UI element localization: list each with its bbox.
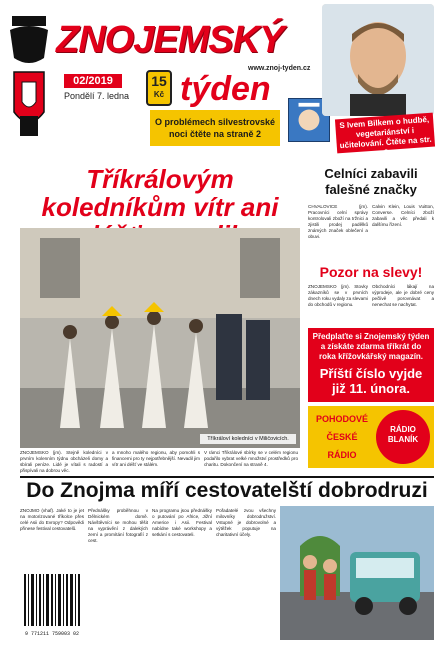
- price-badge: [146, 70, 172, 106]
- second-headline[interactable]: Do Znojma míří cestovatelští dobrodruzi: [26, 479, 428, 502]
- main-story-col1: ZNOJEMSKO (jm). Stejně koledníci v prvním kolenním týdnu obcházeli domy a sbírali peníze. Lidé je vítali s radostí a přispívali na dobrou věc.: [20, 450, 108, 473]
- znojmo-coat-of-arms-icon: [4, 12, 54, 144]
- radio-logo-line1: RÁDIO: [390, 425, 416, 434]
- website-url[interactable]: www.znoj-tyden.cz: [248, 65, 311, 72]
- radio-slogan: [312, 410, 372, 464]
- issue-date: Pondělí 7. ledna: [64, 91, 130, 101]
- second-story-col3: Na programu jsou přednášky o putování po Africe, Jižní Americe i Asii. Festival nabídne také workshopy a setkání s cestovateli.: [152, 508, 212, 537]
- issue-number: 02/2019: [64, 74, 122, 88]
- second-story-col4: Pořadatelé zvou všechny milovníky dobrodružství. Vstupné je dobrovolné a výtěžek poputuje na charitativní účely.: [216, 508, 276, 537]
- photo-caption: Tříkráloví koledníci v Miličovicích.: [200, 434, 296, 444]
- main-story-col3: V rámci Tříkrálové sbírky se v celém regionu podařilo vybrat velké množství prostředků pro charitu. Dokončení na straně 4.: [204, 450, 298, 467]
- celnici-col1: CHVALOVICE (jm). Pracovníci celní správy kontrolovali zboží na tržnici a zjistili prodej padělků známých značek oblečení a obuvi.: [308, 204, 368, 239]
- second-story-col1: ZNOJMO (vhaf). Jaké to je jet na motorizované tříkolce přes celé Asii do Evropy? Odpovědi přinese festival cestovatelů.: [20, 508, 84, 531]
- slevy-col1: ZNOJEMSKO (jm). Stovky zákazníků se v prvních dnech roku vydaly za slevami do obchodů v regionu.: [308, 284, 368, 307]
- second-story-col2: Přednášky proběhnou v Dělnickém domě. Návštěvníci se mohou těšit na vyprávění z dalekých zemí a promítání fotografií z cest.: [88, 508, 148, 543]
- masthead-subtitle: týden: [180, 70, 271, 108]
- masthead-title: ZNOJEMSKÝ: [56, 19, 284, 61]
- slevy-headline[interactable]: Pozor na slevy!: [319, 264, 423, 280]
- radio-logo-line2: BLANÍK: [387, 435, 419, 444]
- radio-slogan-line3: RÁDIO: [327, 450, 357, 460]
- slevy-col2: Obchodníci lákají na výprodeje, ale je dobré ceny pečlivě porovnávat a nenechat se nachytat.: [372, 284, 434, 307]
- radio-slogan-line2: ČESKÉ: [326, 432, 358, 442]
- silvester-promo[interactable]: O problémech silvestrovské noci čtěte na straně 2: [150, 110, 280, 146]
- price-currency: Kč: [153, 90, 165, 99]
- main-story-col2: a mnoho malého regionu, aby pomohli s financemi pro ty nejpotřebnější. Nevadil jim vítr ani déšť ve stálém.: [112, 450, 200, 467]
- ivo-bilek-portrait-icon: [322, 4, 434, 116]
- subscribe-box[interactable]: [308, 328, 434, 402]
- next-issue-notice: Příští číslo vyjde již 11. února.: [319, 366, 423, 396]
- celnici-headline[interactable]: Celníci zabavili falešné značky: [324, 166, 418, 197]
- subscribe-offer: Předplaťte si Znojemský týden a získáte zdarma tříkrát do roka křížovkářský magazín.: [312, 332, 430, 361]
- travelers-tuktuk-photo-icon: [280, 506, 434, 640]
- radio-blanik-logo[interactable]: [376, 410, 430, 464]
- portrait-callout[interactable]: S Ivem Bilkem o hudbě, vegetariánství i učitelování. Čtěte na str. 2: [335, 113, 435, 154]
- carolers-photo-icon: [20, 228, 300, 448]
- celnici-col2: Calvin Klein, Louis Vuitton, Converse. Celníci zboží zabavili a věc předali k dalšímu řízení.: [372, 204, 434, 227]
- barcode-number: 9 771211 759003 02: [24, 631, 79, 637]
- main-headline[interactable]: Tříkrálovým koledníkům vítr ani: [41, 164, 279, 222]
- radio-slogan-line1: POHODOVÉ: [315, 414, 368, 424]
- price-number: 15: [151, 73, 167, 89]
